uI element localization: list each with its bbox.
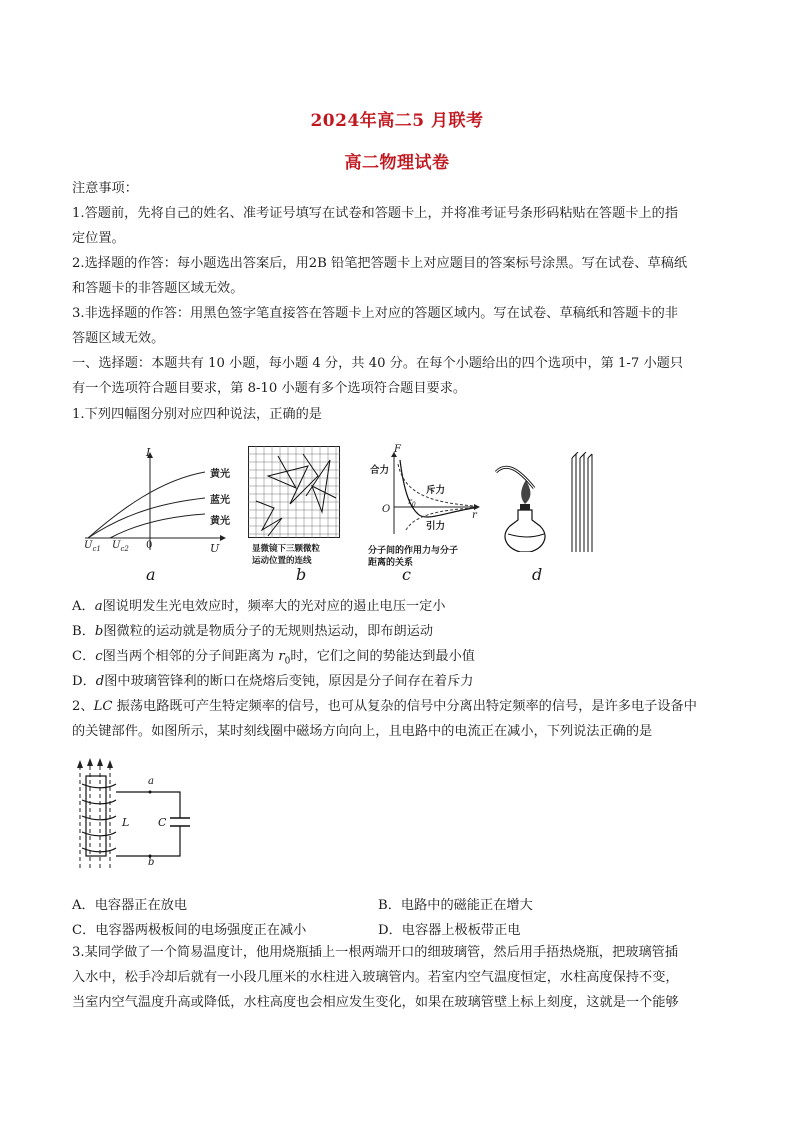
exam-title: 2024年高二5 月联考 xyxy=(310,111,484,131)
question-3-text: 当室内空气温度升高或降低，水柱高度也会相应发生变化，如果在玻璃管壁上标上刻度，这就是一个能够 xyxy=(72,995,679,1010)
q2-option-b: B．电路中的磁能正在增大 xyxy=(378,898,533,913)
notice-line: 答题区域无效。 xyxy=(72,331,165,346)
uc2-label: $U_{c2}$ xyxy=(112,540,129,553)
axis-i-label: I xyxy=(146,446,151,459)
subject-title: 高二物理试卷 xyxy=(344,153,450,173)
question-2-stem: 的关键部件。如图所示，某时刻线圈中磁场方向向上，且电路中的电流正在减小，下列说法正确的是 xyxy=(72,724,653,739)
figure-d-caption: d xyxy=(532,565,543,584)
notice-line: 和答题卡的非答题区域无效。 xyxy=(72,281,244,296)
r-axis-label: r xyxy=(472,510,477,521)
attract-label: 引力 xyxy=(426,521,446,532)
notice-line: 1.答题前，先将自己的姓名、准考证号填写在试卷和答题卡上，并将准考证号条形码粘贴在答题卡上的指 xyxy=(72,206,679,221)
figure-c-caption: c xyxy=(402,565,411,584)
figure-b-note: 显微镜下三颗微粒 xyxy=(252,544,321,554)
figure-c-note: 距离的关系 xyxy=(368,558,414,568)
figure-a-caption: a xyxy=(146,565,156,584)
question-3-text: 3.某同学做了一个简易温度计，他用烧瓶插上一根两端开口的细玻璃管，然后用手捂热烧瓶，把玻璃管插 xyxy=(72,945,679,960)
repel-label: 斥力 xyxy=(426,485,446,496)
q1-option-a: A．a图说明发生光电效应时，频率大的光对应的遏止电压一定小 xyxy=(72,599,446,614)
terminal-a-label: a xyxy=(148,776,154,787)
curve-label: 黄光 xyxy=(210,516,230,527)
question-1-stem: 1.下列四幅图分别对应四种说法，正确的是 xyxy=(72,407,322,422)
figure-c-note: 分子间的作用力与分子 xyxy=(368,546,459,556)
q2-option-a: A．电容器正在放电 xyxy=(72,898,188,913)
terminal-b-label: b xyxy=(148,857,155,868)
figure-b-caption: b xyxy=(296,565,307,584)
notice-line: 2.选择题的作答：每小题选出答案后，用2B 铅笔把答题卡上对应题目的答案标号涂黑。写在试卷、草稿纸 xyxy=(72,256,688,271)
curve-label: 蓝光 xyxy=(210,495,230,506)
question-3-text: 入水中，松手冷却后就有一小段几厘米的水柱进入玻璃管内。若室内空气温度恒定，水柱高度保持不变， xyxy=(72,970,679,985)
figure-c xyxy=(366,444,481,542)
notice-line: 3.非选择题的作答：用黑色签字笔直接答在答题卡上对应的答题区域内。写在试卷、草稿纸和答题卡的非 xyxy=(72,306,679,321)
q2-option-d: D．电容器上极板带正电 xyxy=(378,923,521,938)
curve-label: 黄光 xyxy=(210,469,230,480)
lc-circuit-figure xyxy=(70,758,200,870)
origin-label: 0 xyxy=(146,540,153,551)
inductor-label: L xyxy=(122,816,130,829)
figure-d xyxy=(492,452,602,552)
figure-b xyxy=(248,446,348,566)
capacitor-label: C xyxy=(158,816,167,829)
uc1-label: $U_{c1}$ xyxy=(84,540,101,553)
r0-label: $r_0$ xyxy=(408,497,416,509)
q2-option-c: C．电容器两极板间的电场强度正在减小 xyxy=(72,923,307,938)
q1-option-d: D．d图中玻璃管锋利的断口在烧熔后变钝，原因是分子间存在着斥力 xyxy=(72,674,474,689)
notice-heading: 注意事项： xyxy=(72,181,138,196)
section-instruction: 一、选择题：本题共有 10 小题，每小题 4 分，共 40 分。在每个小题给出的四个选项中，第 1-7 小题只 xyxy=(72,356,684,371)
figure-a xyxy=(80,446,230,560)
notice-line: 定位置。 xyxy=(72,231,125,246)
q1-option-c: C．c图当两个相邻的分子间距离为 $r_0$时，它们之间的势能达到最小值 xyxy=(72,649,475,667)
section-instruction: 有一个选项符合题目要求，第 8-10 小题有多个选项符合题目要求。 xyxy=(72,381,467,396)
total-force-label: 合力 xyxy=(370,465,390,476)
figure-b-note: 运动位置的连线 xyxy=(252,556,312,566)
question-2-stem: 2、LC 振荡电路既可产生特定频率的信号，也可从复杂的信号中分离出特定频率的信号，是许多电子设备中 xyxy=(72,699,697,714)
axis-f-label: F xyxy=(394,444,401,455)
axis-u-label: U xyxy=(210,542,220,555)
origin-label: O xyxy=(382,504,391,515)
q1-option-b: B．b图微粒的运动就是物质分子的无规则热运动，即布朗运动 xyxy=(72,624,434,639)
